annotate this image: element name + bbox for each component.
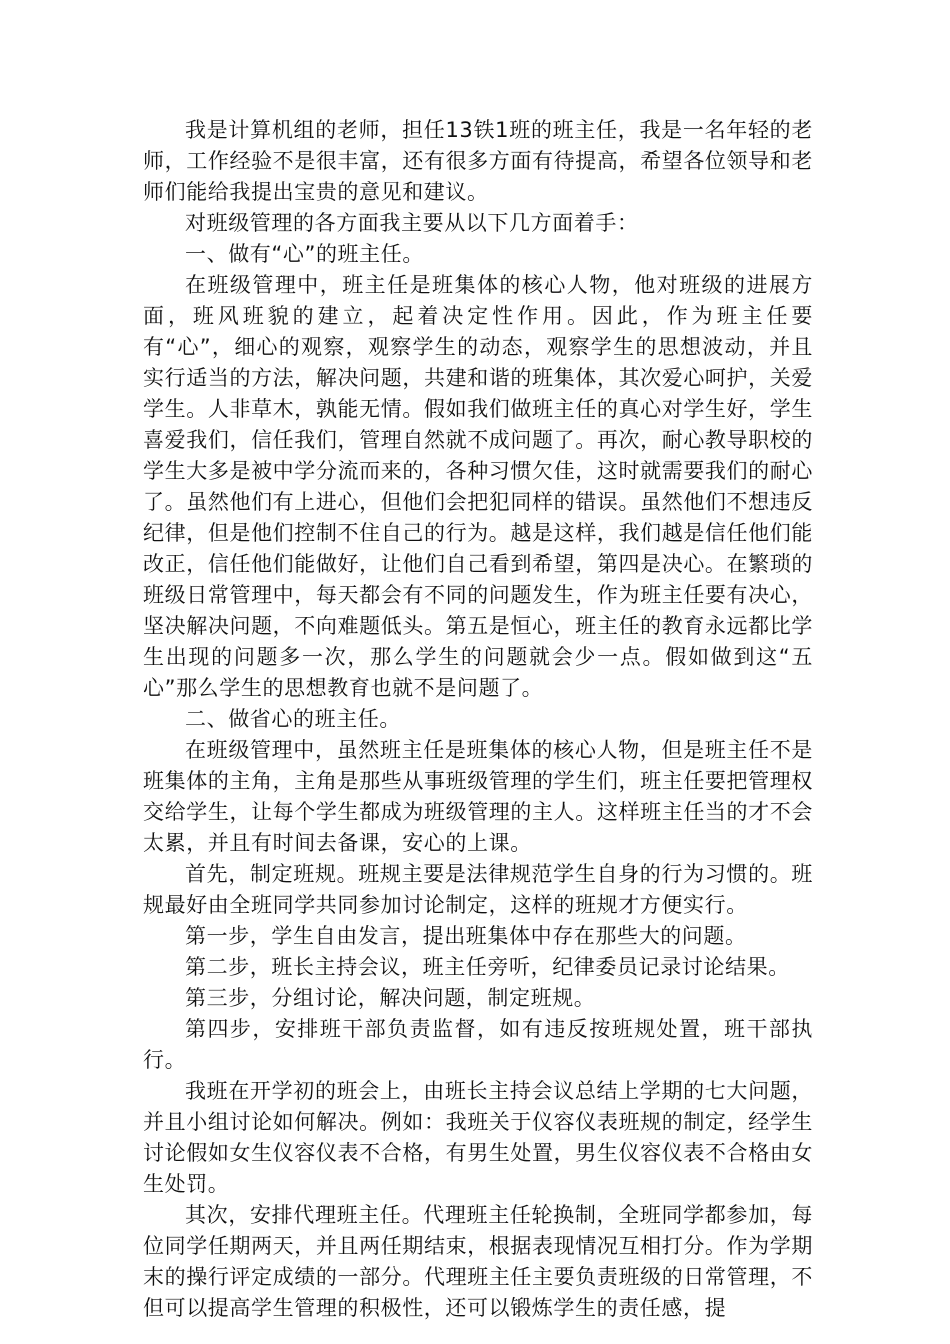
paragraph-five-hearts: 在班级管理中，班主任是班集体的核心人物，他对班级的进展方面，班风班貌的建立，起着决定性作用。因此，作为班主任要有“心”，细心的观察，观察学生的动态，观察学生的思想波动，并且实行适当的方法，解决问题，共建和谐的班集体，其次爱心呵护，关爱学生。人非草木，孰能无情。假如我们做班主任的真心对学生好，学生喜爱我们，信任我们，管理自然就不成问题了。再次，耐心教导职校的学生大多是被中学分流而来的，各种习惯欠佳，这时就需要我们的耐心了。虽然他们有上进心，但他们会把犯同样的错误。虽然他们不想违反纪律，但是他们控制不住自己的行为。越是这样，我们越是信任他们能改正，信任他们能做好，让他们自己看到希望，第四是决心。在繁琐的班级日常管理中，每天都会有不同的问题发生，作为班主任要有决心，坚决解决问题，不向难题低头。第五是恒心，班主任的教育永远都比学生出现的问题多一次，那么学生的问题就会少一点。假如做到这“五心”那么学生的思想教育也就不是问题了。	[143, 273, 813, 700]
paragraph-step-2: 第二步，班长主持会议，班主任旁听，纪律委员记录讨论结果。	[185, 955, 790, 979]
section-heading-2: 二、做省心的班主任。	[185, 707, 401, 731]
section-heading-1: 一、做有“心”的班主任。	[185, 242, 424, 266]
paragraph-step-1: 第一步，学生自由发言，提出班集体中存在那些大的问题。	[185, 924, 747, 948]
paragraph-overview: 对班级管理的各方面我主要从以下几方面着手：	[185, 211, 639, 235]
paragraph-example: 我班在开学初的班会上，由班长主持会议总结上学期的七大问题，并且小组讨论如何解决。例如：我班关于仪容仪表班规的制定，经学生讨论假如女生仪容仪表不合格，有男生处置，男生仪容仪表不合格由女生处罚。	[143, 1079, 813, 1196]
paragraph-acting-monitor: 其次，安排代理班主任。代理班主任轮换制，全班同学都参加，每位同学任期两天，并且两任期结束，根据表现情况互相打分。作为学期末的操行评定成绩的一部分。代理班主任主要负责班级的日常管理，不但可以提高学生管理的积极性，还可以锻炼学生的责任感，提	[143, 1203, 813, 1320]
paragraph-step-3: 第三步，分组讨论，解决问题，制定班规。	[185, 986, 596, 1010]
document-body	[143, 115, 813, 1324]
paragraph-student-management: 在班级管理中，虽然班主任是班集体的核心人物，但是班主任不是班集体的主角，主角是那些从事班级管理的学生们，班主任要把管理权交给学生，让每个学生都成为班级管理的主人。这样班主任当的才不会太累，并且有时间去备课，安心的上课。	[143, 738, 813, 855]
paragraph-step-4: 第四步，安排班干部负责监督，如有违反按班规处置，班干部执行。	[143, 1017, 813, 1072]
paragraph-intro: 我是计算机组的老师，担任13铁1班的班主任，我是一名年轻的老师，工作经验不是很丰富，还有很多方面有待提高，希望各位领导和老师们能给我提出宝贵的意见和建议。	[143, 118, 813, 204]
paragraph-class-rules: 首先，制定班规。班规主要是法律规范学生自身的行为习惯的。班规最好由全班同学共同参加讨论制定，这样的班规才方便实行。	[143, 862, 813, 917]
